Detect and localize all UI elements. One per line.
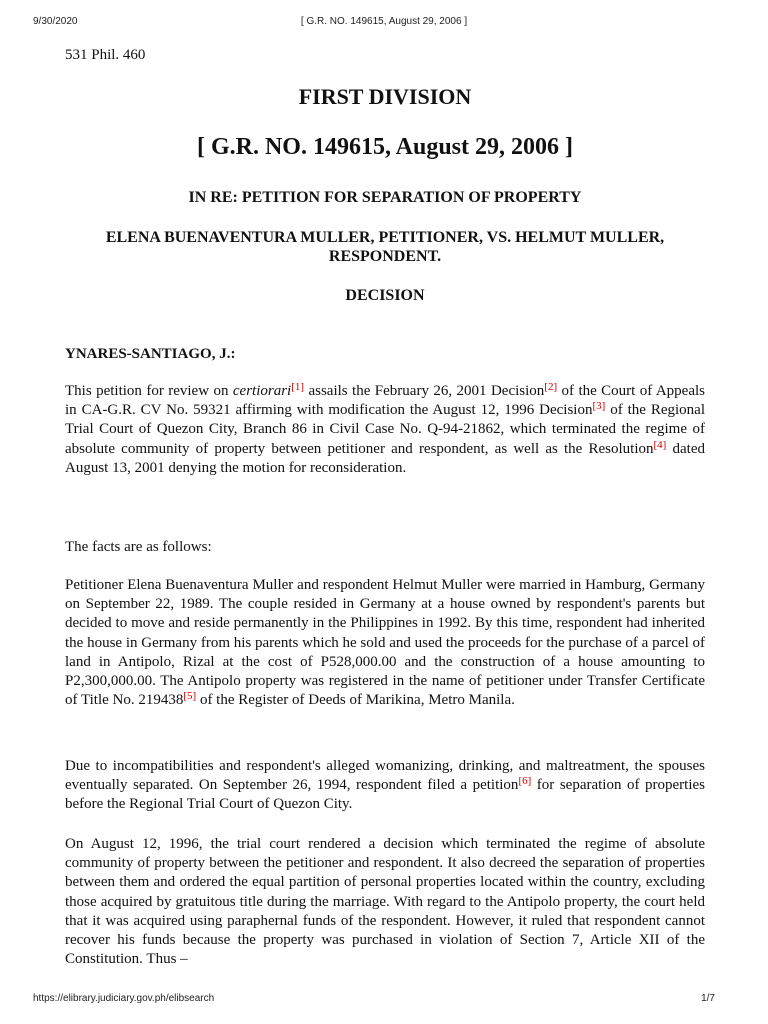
footnote-link-5[interactable]: [5] (183, 690, 197, 703)
print-date: 9/30/2020 (33, 16, 78, 27)
case-number-heading: [ G.R. NO. 149615, August 29, 2006 ] (196, 134, 574, 160)
footnote-link-2[interactable]: [2] (544, 381, 558, 393)
paragraph-2: The facts are as follows: (65, 539, 212, 555)
decision-heading: DECISION (345, 287, 425, 304)
print-page-title: [ G.R. NO. 149615, August 29, 2006 ] (300, 16, 468, 27)
footnote-link-3[interactable]: [3] (592, 400, 606, 413)
paragraph-4: Due to incompatibilities and respondent's alleged womanizing, drinking, and maltreatment, the spouses eventually separated. On September 26, 1994, respondent filed a petition[6] for separation of properties before the Regional Trial Court of Quezon City. (65, 758, 706, 813)
in-re-heading: IN RE: PETITION FOR SEPARATION OF PROPERTY (188, 189, 582, 206)
phil-citation: 531 Phil. 460 (65, 47, 146, 63)
footnote-link-6[interactable]: [6] (518, 775, 532, 788)
certiorari-term: certiorari (232, 383, 292, 399)
division-heading: FIRST DIVISION (298, 84, 472, 109)
footnote-link-1[interactable]: [1] (291, 381, 305, 393)
paragraph-1: This petition for review on certiorari[1] assails the February 26, 2001 Decision[2] of the Court of Appeals in CA-G.R. CV No. 59321 affirming with modification the August 12, 1996 Decision[3] of the Regional Trial Court of Quezon City, Branch 86 in Civil Case No. Q-94-21862, which terminated the regime of absolute community of property between petitioner and respondent, as well as the Resolution[4] dated August 13, 2001 denying the motion for reconsideration. (65, 381, 706, 476)
paragraph-5: On August 12, 1996, the trial court rendered a decision which terminated the regime of absolute community of property between the petitioner and respondent. It also decreed the separation of properties between them and ordered the equal partition of personal properties located within the country, excluding those acquired by gratuitous title during the marriage. With regard to the Antipolo property, the court held that it was acquired using paraphernal funds of the respondent. However, it ruled that respondent cannot recover his funds because the property was purchased in violation of Section 7, Article XII of the Constitution. Thus – (65, 836, 705, 968)
parties-heading: ELENA BUENAVENTURA MULLER, PETITIONER, VS. HELMUT MULLER, RESPONDENT. (105, 229, 665, 265)
ponente: YNARES-SANTIAGO, J.: (65, 346, 236, 362)
print-url: https://elibrary.judiciary.gov.ph/elibsearch (33, 993, 215, 1004)
paragraph-3: Petitioner Elena Buenaventura Muller and respondent Helmut Muller were married in Hamburg, Germany on September 22, 1989. The couple resided in Germany at a house owned by respondent's parents but decided to move and reside permanently in the Philippines in 1992. By this time, respondent had inherited the house in Germany from his parents which he sold and used the proceeds for the purchase of a parcel of land in Antipolo, Rizal at the cost of P528,000.00 and the construction of a house amounting to P2,300,000.00. The Antipolo property was registered in the name of petitioner under Transfer Certificate of Title No. 219438[5] of the Register of Deeds of Marikina, Metro Manila. (65, 577, 705, 709)
footnote-link-4[interactable]: [4] (653, 438, 667, 451)
page-number: 1/7 (701, 993, 715, 1004)
